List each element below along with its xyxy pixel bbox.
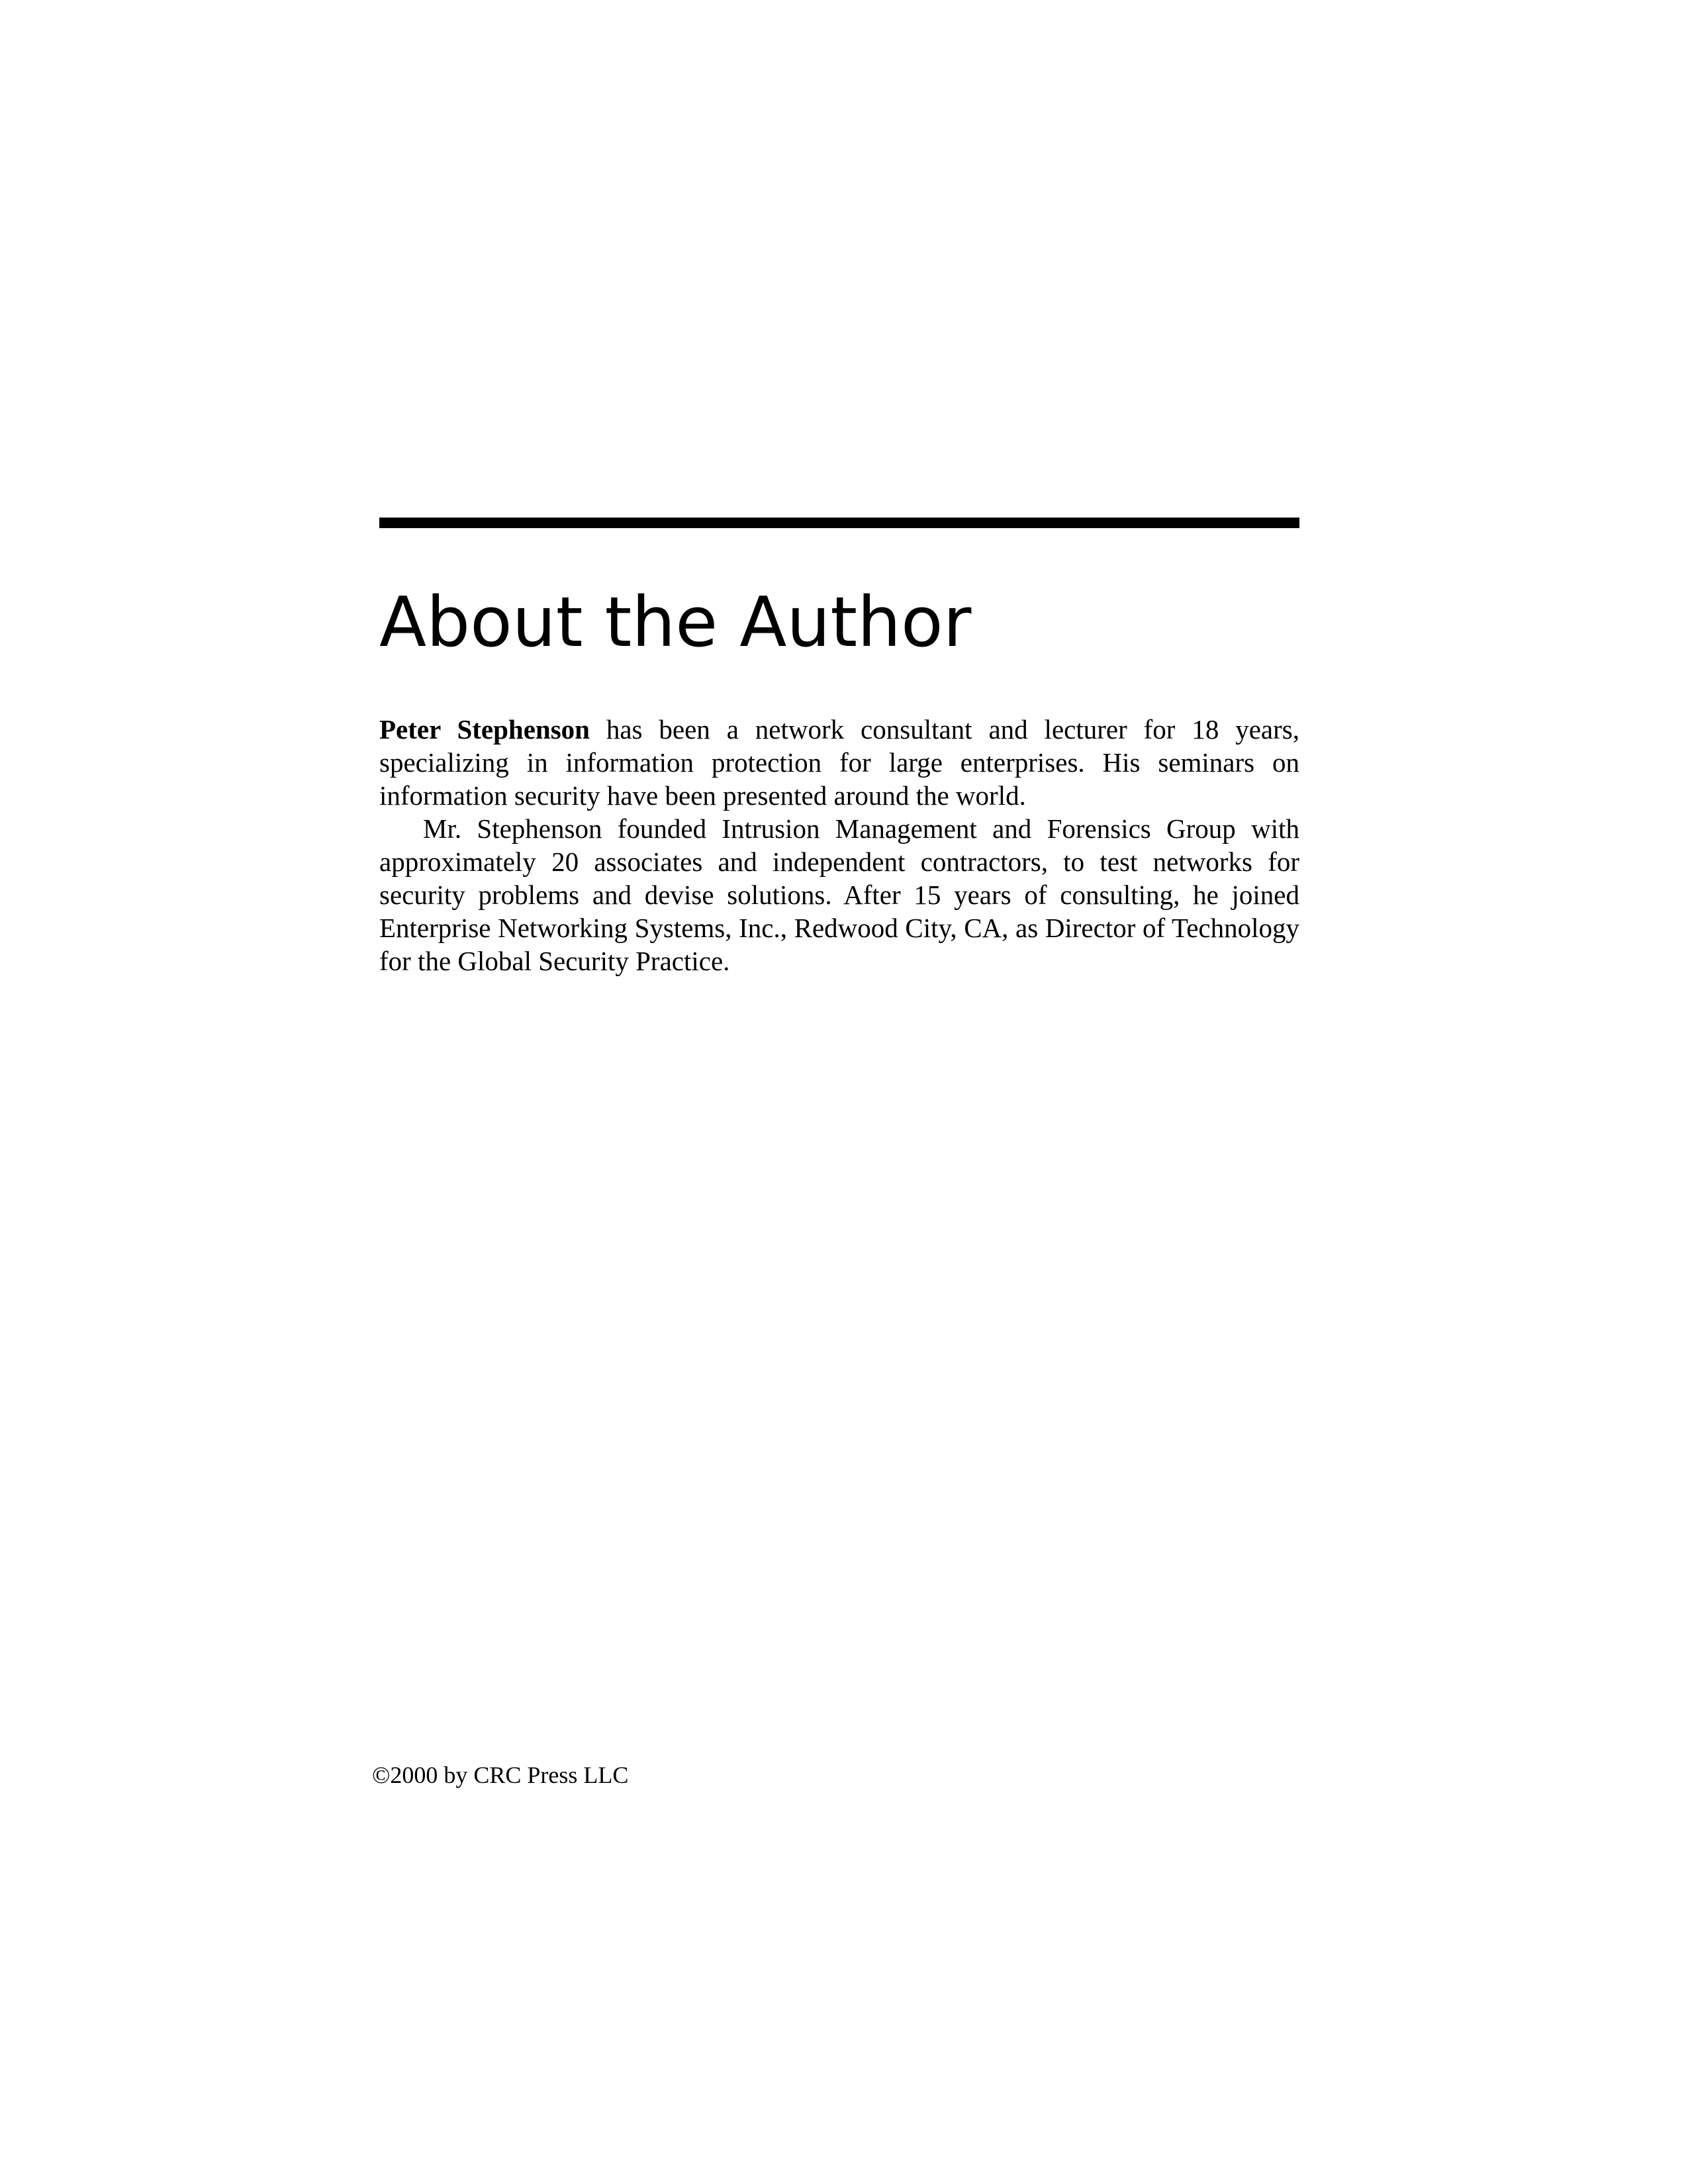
copyright-notice: ©2000 by CRC Press LLC <box>372 1762 629 1788</box>
chapter-rule <box>379 518 1299 528</box>
author-name: Peter Stephenson <box>379 714 590 745</box>
bio-paragraph-1-text: has been a network consultant and lecturer for 18 years, specializing in information protection for large enterprises. His seminars on information security have been presented around the world. <box>379 714 1299 811</box>
author-bio <box>379 713 1299 978</box>
page-title: About the Author <box>379 582 972 662</box>
bio-paragraph-1 <box>379 713 1299 812</box>
bio-paragraph-2: Mr. Stephenson founded Intrusion Management and Forensics Group with approximately 20 associates and independent contractors, to test networks for security problems and devise solutions. After 15 years of consulting, he joined Enterprise Networking Systems, Inc., Redwood City, CA, as Director of Technology for the Global Security Practice. <box>379 813 1299 976</box>
